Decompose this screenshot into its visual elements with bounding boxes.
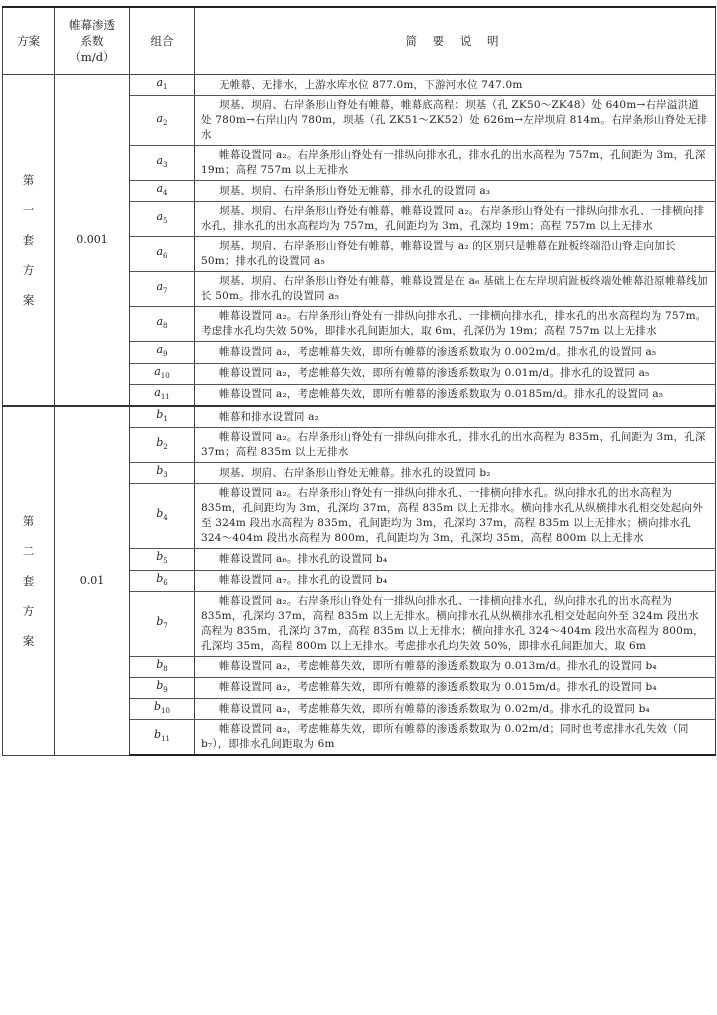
combo-letter: a <box>156 154 164 168</box>
combo-label <box>130 463 195 484</box>
combo-subscript: 5 <box>163 217 168 226</box>
description-text: 帷幕设置同 a₂，考虑帷幕失效，即所有帷幕的渗透系数取为 0.002m/d。排水孔的设置同 a₅ <box>219 345 657 358</box>
header-desc: 简 要 说 明 <box>195 7 716 75</box>
combo-label <box>130 428 195 463</box>
description-text: 帷幕设置同 a₂，考虑帷幕失效，即所有帷幕的渗透系数取为 0.013m/d。排水孔的设置同 b₄ <box>219 660 657 673</box>
combo-letter: a <box>156 245 164 259</box>
combo-letter: a <box>154 364 161 378</box>
combo-description <box>195 384 716 406</box>
scheme-group-name <box>3 75 55 406</box>
combo-description <box>195 677 716 698</box>
combo-description <box>195 181 716 202</box>
combo-subscript: 10 <box>160 371 170 380</box>
combo-description <box>195 656 716 677</box>
header-coef-label: 帷幕渗透系数（m/d） <box>69 18 115 64</box>
combo-subscript: 9 <box>163 686 168 695</box>
table-row <box>3 75 716 96</box>
combo-letter: b <box>156 657 164 671</box>
combo-letter: a <box>156 182 164 196</box>
combo-subscript: 2 <box>163 118 168 127</box>
description-text: 坝基、坝肩、右岸条形山脊处有帷幕，帷幕底高程：坝基（孔 ZK50～ZK48）处 640m→右岸溢洪道处 780m→右岸山内 780m，坝基（孔 ZK51～ZK52）处 626m→左岸坝肩 814m。右岸条形山脊处无排水 <box>201 99 708 142</box>
combo-subscript: 1 <box>163 415 168 424</box>
scheme-group-label: 第二套方案 <box>22 513 35 648</box>
combo-label <box>130 307 195 342</box>
description-text: 坝基、坝肩、右岸条形山脊处有帷幕，帷幕设置是在 a₆ 基础上在左岸坝肩趾板终端处帷幕沿原帷幕线加长 50m。排水孔的设置同 a₅ <box>201 275 708 303</box>
combo-subscript: 8 <box>163 664 168 673</box>
header-scheme: 方案 <box>3 7 55 75</box>
combo-subscript: 5 <box>163 557 168 566</box>
combo-description <box>195 75 716 96</box>
combo-subscript: 4 <box>163 189 168 198</box>
combo-letter: b <box>156 614 164 628</box>
description-text: 帷幕设置同 a₂，考虑帷幕失效，即所有帷幕的渗透系数取为 0.02m/d；同时也考虑排水孔失效（同 b₇），即排水孔间距取为 6m <box>201 723 689 751</box>
combo-letter: b <box>156 407 164 421</box>
combo-description <box>195 307 716 342</box>
combo-description <box>195 549 716 570</box>
combo-subscript: 1 <box>163 83 168 92</box>
combo-label <box>130 591 195 656</box>
combo-subscript: 6 <box>163 578 168 587</box>
combo-label <box>130 484 195 549</box>
combo-label <box>130 342 195 363</box>
combo-subscript: 3 <box>163 161 168 170</box>
table-body <box>3 75 716 756</box>
combo-label <box>130 363 195 384</box>
combo-subscript: 4 <box>163 514 168 523</box>
combo-label <box>130 96 195 146</box>
combo-letter: a <box>156 280 164 294</box>
combo-label <box>130 384 195 406</box>
combo-label <box>130 237 195 272</box>
description-text: 帷幕设置同 a₂，考虑帷幕失效，即所有帷幕的渗透系数取为 0.015m/d。排水孔的设置同 b₄ <box>219 681 657 694</box>
combo-letter: b <box>156 436 164 450</box>
scheme-coef-value: 0.01 <box>55 406 130 755</box>
description-text: 帷幕设置同 a₂。右岸条形山脊处有一排纵向排水孔、一排横向排水孔，纵向排水孔的出水高程为 835m，孔深均 37m，高程 835m 以上无排水。横向排水孔从纵横排水孔相交处起向外至 324m 段出水高程为 835m，孔深均 37m，高程 835m 以上无排水；横向排水孔 324～404m 段出水高程为 800m，孔深均 35m，高程 800m 以上无排水。考虑排水孔均失效 50%，即排水孔间距加大，取 6m <box>201 594 704 652</box>
description-text: 帷幕设置同 a₂，考虑帷幕失效，即所有帷幕的渗透系数取为 0.02m/d。排水孔的设置同 b₄ <box>219 702 650 715</box>
description-text: 帷幕设置同 a₆。排水孔的设置同 b₄ <box>219 552 388 565</box>
description-text: 帷幕设置同 a₂，考虑帷幕失效，即所有帷幕的渗透系数取为 0.01m/d。排水孔的设置同 a₅ <box>219 367 650 380</box>
combo-description <box>195 342 716 363</box>
scheme-group-label: 第一套方案 <box>22 172 35 307</box>
combo-letter: b <box>156 507 164 521</box>
combo-label <box>130 549 195 570</box>
scheme-group-name <box>3 406 55 755</box>
combo-subscript: 2 <box>163 443 168 452</box>
combo-letter: a <box>154 385 161 399</box>
combo-description <box>195 272 716 307</box>
combo-description <box>195 591 716 656</box>
header-coef <box>55 7 130 75</box>
combo-subscript: 3 <box>163 471 168 480</box>
combo-subscript: 9 <box>163 350 168 359</box>
combo-letter: a <box>156 76 164 89</box>
combo-label <box>130 202 195 237</box>
scheme-table <box>2 6 716 756</box>
combo-description <box>195 146 716 181</box>
combo-label <box>130 272 195 307</box>
combo-label <box>130 656 195 677</box>
combo-subscript: 10 <box>161 707 170 716</box>
combo-label <box>130 570 195 591</box>
combo-description <box>195 237 716 272</box>
description-text: 帷幕设置同 a₂。右岸条形山脊处有一排纵向排水孔，排水孔的出水高程为 835m，孔间距为 3m，孔深 37m；高程 835m 以上无排水 <box>201 431 706 459</box>
combo-description <box>195 406 716 428</box>
description-text: 帷幕和排水设置同 a₂ <box>219 410 320 423</box>
header-combo: 组合 <box>130 7 195 75</box>
combo-letter: a <box>156 210 164 224</box>
header-row <box>3 7 716 75</box>
combo-subscript: 7 <box>163 621 168 630</box>
scheme-coef-value: 0.001 <box>55 75 130 406</box>
combo-letter: a <box>156 343 164 357</box>
combo-label <box>130 406 195 428</box>
combo-description <box>195 428 716 463</box>
combo-description <box>195 96 716 146</box>
description-text: 坝基、坝肩、右岸条形山脊处无帷幕。排水孔的设置同 b₂ <box>219 466 491 479</box>
combo-label <box>130 699 195 720</box>
combo-subscript: 11 <box>161 735 170 744</box>
description-text: 帷幕设置同 a₂。右岸条形山脊处有一排纵向排水孔、一排横向排水孔。纵向排水孔的出水高程为 835m，孔间距均为 3m，孔深均 37m，高程 835m 以上无排水。横向排水孔从纵横排水孔相交处起向外至 324m 段出水高程为 835m，孔间距均为 3m，孔深均 37m，高程 835m 以上无排水；横向排水孔 324～404m 段出水高程为 800m，孔间距均为 3m，孔深均 35m，高程 800m 以上无排水 <box>201 487 703 545</box>
description-text: 无帷幕、无排水，上游水库水位 877.0m，下游河水位 747.0m <box>219 78 523 91</box>
combo-subscript: 7 <box>163 287 168 296</box>
description-text: 帷幕设置同 a₇。排水孔的设置同 b₄ <box>219 574 388 587</box>
description-text: 坝基、坝肩、右岸条形山脊处有帷幕，帷幕设置同 a₂。右岸条形山脊处有一排纵向排水孔、一排横向排水孔，排水孔的出水高程均为 757m，孔间距均为 3m，孔深均 19m；高程 757m 以上无排水 <box>201 205 705 233</box>
combo-description <box>195 202 716 237</box>
combo-description <box>195 363 716 384</box>
combo-letter: a <box>156 315 164 329</box>
description-text: 坝基、坝肩、右岸条形山脊处无帷幕，排水孔的设置同 a₃ <box>219 184 491 197</box>
combo-description <box>195 720 716 756</box>
combo-subscript: 11 <box>160 392 170 401</box>
combo-letter: b <box>156 678 164 692</box>
combo-letter: a <box>156 111 164 125</box>
combo-letter: b <box>156 571 164 585</box>
description-text: 帷幕设置同 a₂。右岸条形山脊处有一排纵向排水孔、一排横向排水孔，排水孔的出水高程均为 757m。考虑排水孔均失效 50%，即排水孔间距加大，取 6m，孔深仍为 19m；高程 757m 以上无排水 <box>201 310 707 338</box>
combo-letter: b <box>154 700 162 714</box>
combo-subscript: 8 <box>163 322 168 331</box>
combo-label <box>130 146 195 181</box>
combo-letter: b <box>156 464 164 478</box>
combo-letter: b <box>156 550 164 564</box>
combo-label <box>130 75 195 96</box>
description-text: 坝基、坝肩、右岸条形山脊处有帷幕，帷幕设置与 a₂ 的区别只是帷幕在趾板终端沿山脊走向加长 50m；排水孔的设置同 a₅ <box>201 240 676 268</box>
description-text: 帷幕设置同 a₂，考虑帷幕失效，即所有帷幕的渗透系数取为 0.0185m/d。排水孔的设置同 a₅ <box>219 388 664 401</box>
combo-label <box>130 677 195 698</box>
combo-description <box>195 463 716 484</box>
combo-description <box>195 570 716 591</box>
description-text: 帷幕设置同 a₂。右岸条形山脊处有一排纵向排水孔，排水孔的出水高程为 757m，孔间距为 3m，孔深 19m；高程 757m 以上无排水 <box>201 149 706 177</box>
combo-label <box>130 720 195 756</box>
combo-label <box>130 181 195 202</box>
combo-letter: b <box>154 728 162 742</box>
combo-description <box>195 484 716 549</box>
combo-description <box>195 699 716 720</box>
combo-subscript: 6 <box>163 252 168 261</box>
table-row <box>3 406 716 428</box>
